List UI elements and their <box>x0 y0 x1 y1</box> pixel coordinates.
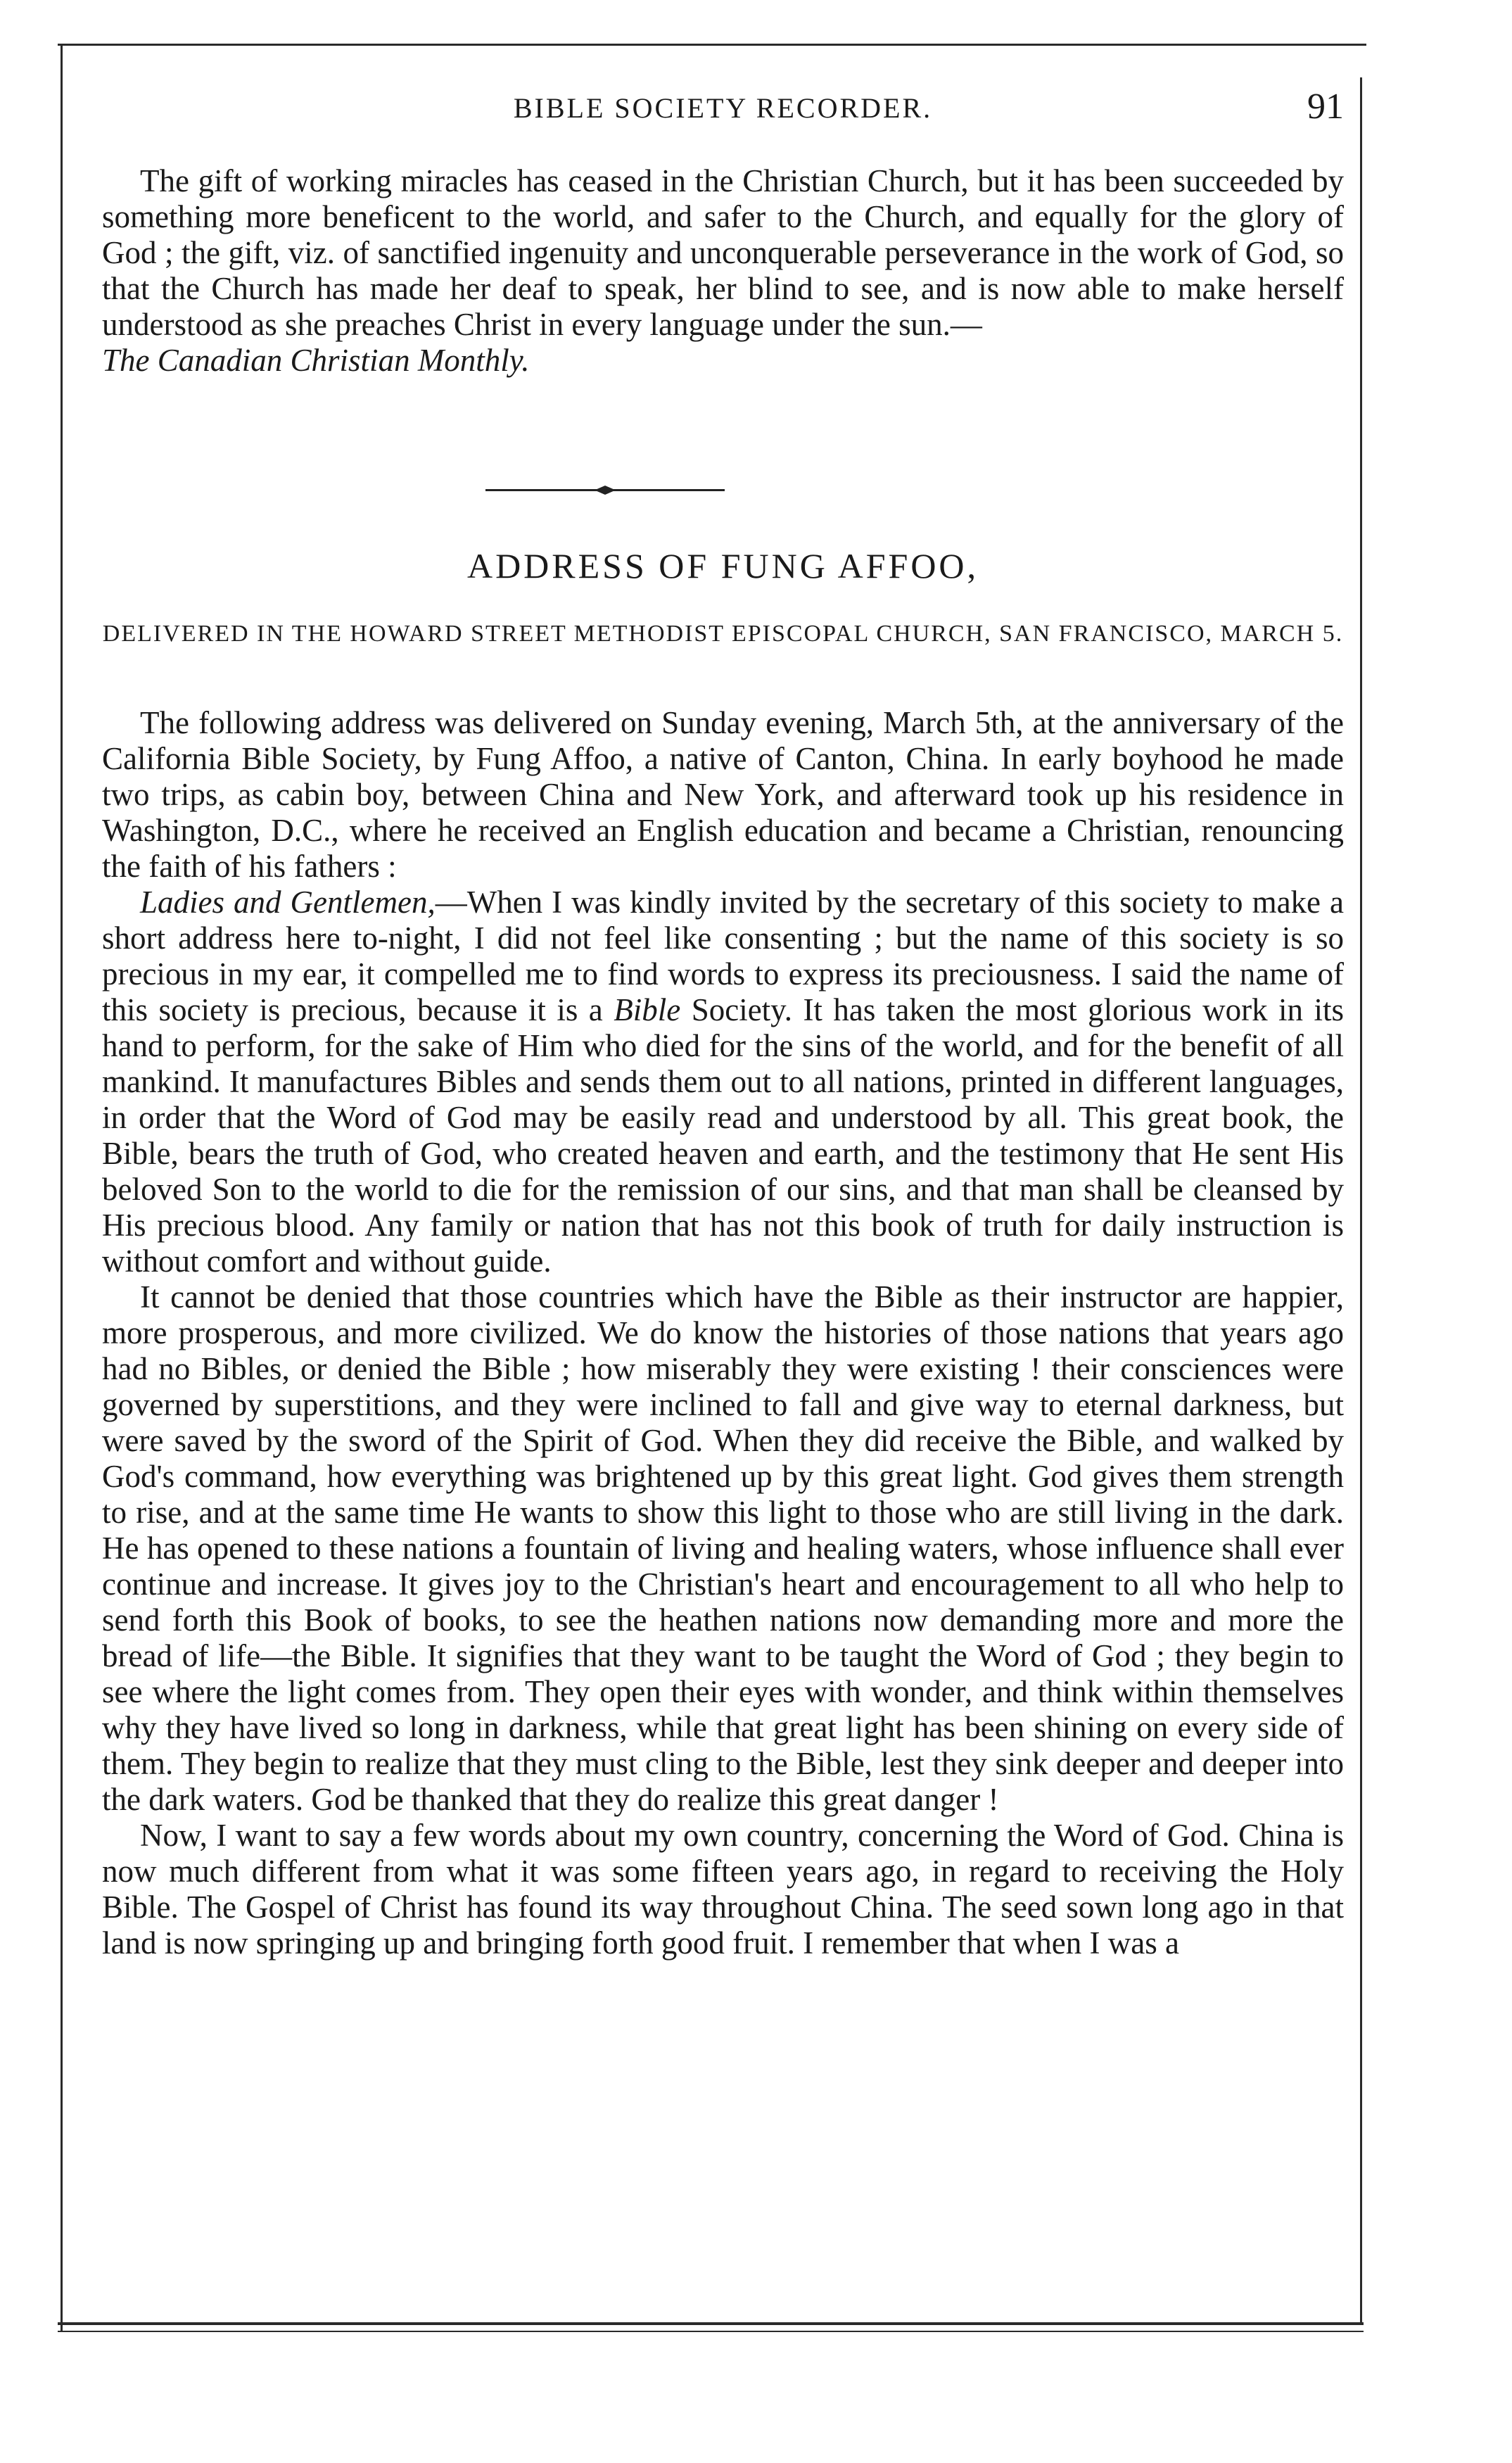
page-border-bottom <box>58 2322 1364 2325</box>
intro-paragraph <box>102 163 1344 379</box>
para1-end: Society. It has taken the most glorious work in its hand to perform, for the sake of Him who died for the sins of the world, and for the benefit of all mankind. It manufactures Bibles and sends them out to all nations, printed in different languages, in order that the Word of God may be easily read and understood by all. This great book, the Bible, bears the truth of God, who created heaven and earth, and the testimony that He sent His beloved Son to the world to die for the remission of our sins, and that man shall be cleansed by His precious blood. Any family or nation that has not this book of truth for daily instruction is without comfort and without guide. <box>102 992 1345 1279</box>
intro-source: The Canadian Christian Monthly. <box>102 343 530 378</box>
address-paragraph-2: It cannot be denied that those countries which have the Bible as their instructor are happier, more prosperous, and more civilized. We do know the histories of those nations that years ago had no Bibles, or denied the Bible ; how miserably they were existing ! their consciences were governed by superstitions, and they were inclined to fall and give way to eternal darkness, but were saved by the sword of the Spirit of God. When they did receive the Bible, and walked by God's command, how everything was brightened up by this great light. God gives them strength to rise, and at the same time He wants to show this light to those who are still living in the dark. He has opened to these nations a fountain of living and healing waters, whose influence shall ever continue and increase. It gives joy to the Christian's heart and encouragement to all who help to send forth this Book of books, to see the heathen nations now demanding more and more the bread of life—the Bible. It signifies that they want to be taught the Word of God ; they begin to see where the light comes from. They open their eyes with wonder, and think within themselves why they have lived so long in darkness, while that great light has been shining on every side of them. They begin to realize that they must cling to the Bible, lest they sink deeper and deeper into the dark waters. God be thanked that they do realize this great danger ! <box>102 1279 1344 1817</box>
para1-rest: —When I was kindly invited by the secretary of this society to make a short address here to-night, I did not feel like consenting ; but the name of this society is so precious in my ear, it compelled me to find words to express its preciousness. I said the name of this society is precious, because it is a <box>102 885 1344 1027</box>
para1-italic-word: Bible <box>614 992 681 1027</box>
divider-diamond-icon <box>595 486 616 495</box>
page-border-right <box>1360 77 1362 2322</box>
article-title: ADDRESS OF FUNG AFFOO, <box>466 546 979 585</box>
article-body <box>102 705 1344 1961</box>
page-border-top <box>58 44 1366 46</box>
running-head: BIBLE SOCIETY RECORDER. <box>513 92 933 124</box>
page-header <box>102 87 1344 134</box>
salutation: Ladies and Gentlemen, <box>140 885 436 920</box>
page-number: 91 <box>1307 87 1344 127</box>
page-border-left <box>61 44 63 2331</box>
address-paragraph-1 <box>102 885 1344 1279</box>
intro-paragraph-block <box>102 163 1344 379</box>
editor-note-paragraph: The following address was delivered on Sunday evening, March 5th, at the anniversary of the California Bible Society, by Fung Affoo, a native of Canton, China. In early boyhood he made two trips, as cabin boy, between China and New York, and afterward took up his residence in Washington, D.C., where he received an English education and became a Christian, renouncing the faith of his fathers : <box>102 705 1344 884</box>
intro-text: The gift of working miracles has ceased in the Christian Church, but it has been succeeded by something more beneficent to the world, and safer to the Church, and equally for the glory of God ; the gift, viz. of sanctified ingenuity and unconquerable perseverance in the work of God, so that the Church has made her deaf to speak, her blind to see, and is now able to make herself understood as she preaches Christ in every language under the sun.— <box>102 163 1344 342</box>
page-border-bottom-thin <box>58 2331 1364 2332</box>
section-divider-ornament <box>485 486 725 494</box>
address-paragraph-3: Now, I want to say a few words about my own country, concerning the Word of God. China is now much different from what it was some fifteen years ago, in regard to receiving the Holy Bible. The Gospel of Christ has found its way throughout China. The seed sown long ago in that land is now springing up and bringing forth good fruit. I remember that when I was a <box>102 1818 1344 1961</box>
article-dateline: DELIVERED IN THE HOWARD STREET METHODIST EPISCOPAL CHURCH, SAN FRANCISCO, MARCH 5. <box>102 621 1344 647</box>
